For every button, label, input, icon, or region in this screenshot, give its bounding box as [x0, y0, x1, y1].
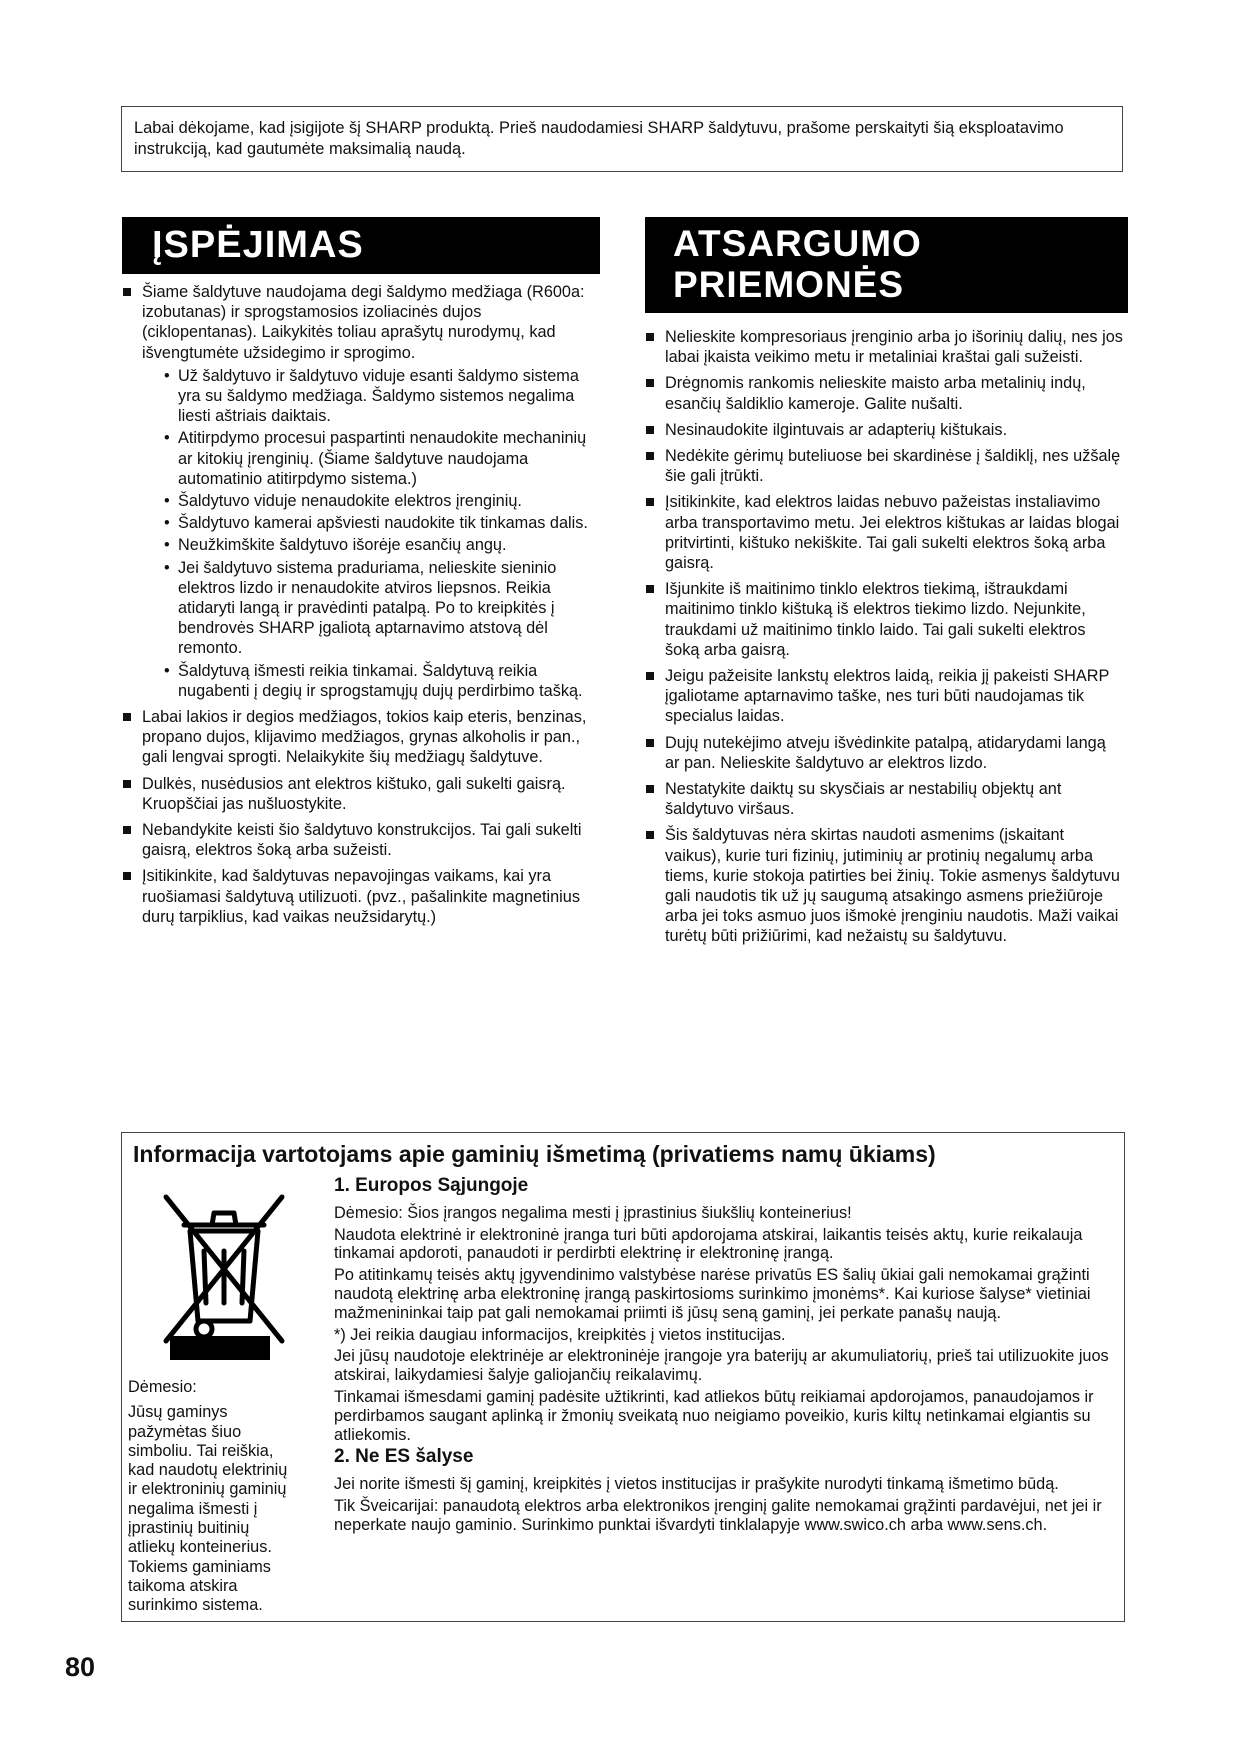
sub-list-item — [162, 366, 600, 427]
bullet-square-icon — [646, 333, 654, 341]
non-eu-heading: 2. Ne ES šalyse — [334, 1446, 474, 1468]
caution-title-line2: PRIEMONĖS — [673, 264, 905, 305]
list-item-text: Dulkės, nusėdusios ant elektros kištuko, gali sukelti gaisrą. Kruopščiai jas nušluostykite. — [142, 774, 566, 813]
sub-list-item-text: Šaldytuvo kamerai apšviesti naudokite tik tinkamas dalis. — [178, 514, 588, 533]
sub-list-item — [162, 661, 600, 701]
caution-text — [645, 327, 1123, 947]
bullet-dot-icon: • — [164, 492, 170, 511]
sub-list-item-text: Neužkimškite šaldytuvo išorėje esančių angų. — [178, 536, 507, 555]
intro-box: Labai dėkojame, kad įsigijote šį SHARP produktą. Prieš naudodamiesi SHARP šaldytuvu, prašome perskaityti šią eksploatavimo instrukciją, kad gautumėte maksimalią naudą. — [121, 106, 1123, 172]
bullet-dot-icon: • — [164, 661, 170, 680]
list-item — [645, 446, 1123, 486]
crossed-out-wheelie-bin-icon — [160, 1191, 288, 1351]
bullet-square-icon — [646, 585, 654, 593]
bullet-square-icon — [123, 826, 131, 834]
bullet-square-icon — [123, 288, 131, 296]
warning-text — [122, 282, 600, 927]
bullet-square-icon — [123, 713, 131, 721]
paragraph: Tik Šveicarijai: panaudotą elektros arba elektronikos įrenginį galite nemokamai grąžinti pardavėjui, net jei ir neperkate naujo gaminio. Surinkimo punktai išvardyti tinklalapyje www.swico.ch arba www.sens.ch. — [334, 1496, 1102, 1534]
paragraph: Tinkamai išmesdami gaminį padėsite užtikrinti, kad atliekos būtų reikiamai apdorojamos, panaudojamos ir perdirbamos saugant aplinką ir žmonių sveikatą nuo neigiamo poveikio, kuris kiltų netinkamai elgiantis su atliekomis. — [334, 1387, 1094, 1444]
list-item-text: Šis šaldytuvas nėra skirtas naudoti asmenims (įskaitant vaikus), kurie turi fizinių, jutiminių ar protinių negalumų arba tiems, kurie stokoja patirties bei žinių. Tokie asmenys šaldytuvu gali naudotis tik už jų saugumą atsakingo asmens priežiūroje arba jei toks asmuo juos išmokė įrenginiu naudotis. Maži vaikai turėtų būti prižiūrimi, kad nežaistų su šaldytuvu. — [665, 826, 1120, 946]
disposal-body — [334, 1173, 1119, 1538]
bullet-square-icon — [646, 498, 654, 506]
list-item — [645, 666, 1123, 727]
list-item-text: Įsitikinkite, kad elektros laidas nebuvo pažeistas instaliavimo arba transportavimo metu. Jei elektros kištukas ar laidas blogai pritvirtinti, kištuko nekiškite. Tai gali sukelti elektros šoką arba gaisrą. — [665, 493, 1120, 573]
list-item — [122, 282, 600, 701]
paragraph: Naudota elektrinė ir elektroninė įranga turi būti apdorojama atskirai, laikantis teisės aktų, kurie reikalauja tinkamai apdoroti, panaudoti ir perdirbti elektrinę ir elektroninę įrangą. — [334, 1225, 1083, 1263]
list-item — [645, 492, 1123, 573]
sub-list-item — [162, 491, 600, 511]
paragraph: Jei jūsų naudotoje elektrinėje ar elektroninėje įrangoje yra baterijų ar akumuliatorių, prieš tai utilizuokite juos atskirai, laikydamiesi šalyje galiojančių reikalavimų. — [334, 1347, 1109, 1385]
caution-title — [645, 217, 1128, 313]
warning-section — [122, 217, 600, 933]
list-item-text: Labai lakios ir degios medžiagos, tokios kaip eteris, benzinas, propano dujos, klijavimo medžiagos, grynas alkoholis ir pan., gali lengvai sprogti. Nelaikykite šių medžiagų šaldytuve. — [142, 708, 587, 767]
sub-list-item — [162, 558, 600, 659]
list-item-text: Drėgnomis rankomis nelieskite maisto arba metalinių indų, esančių šaldiklio kameroje. Galite nušalti. — [665, 374, 1086, 413]
paragraph: *) Jei reikia daugiau informacijos, kreipkitės į vietos institucijas. — [334, 1325, 786, 1344]
warning-title: ĮSPĖJIMAS — [122, 217, 600, 274]
bullet-square-icon — [646, 739, 654, 747]
list-item-text: Įsitikinkite, kad šaldytuvas nepavojingas vaikams, kai yra ruošiamasi šaldytuvą utilizuoti. (pvz., pašalinkite magnetinius durų tarpiklius, kad vaikas neužsidarytų.) — [142, 867, 580, 926]
paragraph: Jei norite išmesti šį gaminį, kreipkitės į vietos institucijas ir prašykite nurodyti tinkamą išmetimo būdą. — [334, 1475, 1059, 1494]
bullet-square-icon — [646, 452, 654, 460]
list-item-text: Jeigu pažeisite lankstų elektros laidą, reikia jį pakeisti SHARP įgaliotame aptarnavimo taške, nes turi būti naudojamas tik specialus laidas. — [665, 667, 1110, 726]
paragraph: Po atitinkamų teisės aktų įgyvendinimo valstybėse narėse privatūs ES šalių ūkiai gali nemokamai grąžinti naudotą elektrinę arba elektroninę įrangą paskirtosioms surinkimo įmonėms*. Kai kuriose šalyse* vietiniai mažmenininkai taip pat gali nemokamai priimti iš jūsų seną gaminį, jei perkate panašų naują. — [334, 1266, 1091, 1322]
list-item — [645, 420, 1123, 440]
bullet-square-icon — [646, 426, 654, 434]
sub-list-item-text: Jei šaldytuvo sistema praduriama, nelieskite sieninio elektros lizdo ir nenaudokite atviros liepsnos. Reikia atidaryti langą ir pravėdinti patalpą. Po to kreipkitės į bendrovės SHARP įgaliotą aptarnavimo atstovą dėl remonto. — [178, 558, 557, 658]
caution-section — [645, 217, 1123, 953]
list-item-text: Nedėkite gėrimų buteliuose bei skardinėse į šaldiklį, nes užšalę šie gali įtrūkti. — [665, 447, 1121, 486]
notice-sidebar — [128, 1378, 298, 1622]
list-item — [645, 373, 1123, 413]
eu-heading: 1. Europos Sąjungoje — [334, 1175, 529, 1196]
list-item-text: Dujų nutekėjimo atveju išvėdinkite patalpą, atidarydami langą ar pan. Nelieskite šaldytuvo ar elektros lizdo. — [665, 733, 1106, 772]
list-item — [645, 779, 1123, 819]
caution-title-line1: ATSARGUMO — [673, 223, 922, 264]
list-item — [645, 733, 1123, 773]
bullet-square-icon — [123, 872, 131, 880]
list-item — [122, 774, 600, 814]
list-item — [122, 866, 600, 927]
notice-label: Dėmesio: — [128, 1378, 197, 1396]
list-item-text: Nesinaudokite ilgintuvais ar adapterių kištukais. — [665, 420, 1008, 439]
sub-list-item — [162, 428, 600, 489]
bullet-dot-icon: • — [164, 429, 170, 448]
bullet-square-icon — [123, 780, 131, 788]
list-item-text: Nebandykite keisti šio šaldytuvo konstrukcijos. Tai gali sukelti gaisrą, elektros šoką arba sužeisti. — [142, 821, 582, 860]
sub-list-item-text: Šaldytuvo viduje nenaudokite elektros įrenginių. — [178, 492, 522, 511]
list-item-text: Šiame šaldytuve naudojama degi šaldymo medžiaga (R600a: izobutanas) ir sprogstamosios izoliacinės dujos (ciklopentanas). Laikykitės toliau aprašytų nurodymų, kad išvengtumėte užsidegimo ir sprogimo. — [142, 283, 585, 362]
bullet-square-icon — [646, 785, 654, 793]
page-number: 80 — [65, 1652, 96, 1682]
sub-list-item-text: Atitirpdymo procesui paspartinti nenaudokite mechaninių ar kitokių įrenginių. (Šiame šaldytuve naudojama automatinio atitirpdymo sistema.) — [178, 429, 587, 488]
bullet-square-icon — [646, 672, 654, 680]
list-item — [645, 825, 1123, 946]
sub-list-item-text: Už šaldytuvo ir šaldytuvo viduje esanti šaldymo sistema yra su šaldymo medžiaga. Šaldymo sistemos negalima liesti aštriais daiktais. — [178, 366, 579, 426]
list-item — [122, 820, 600, 860]
sub-list-item — [162, 535, 600, 555]
list-item — [122, 707, 600, 768]
sub-list-item-text: Šaldytuvą išmesti reikia tinkamai. Šaldytuvą reikia nugabenti į degių ir sprogstamųjų dujų perdirbimo tašką. — [178, 661, 583, 700]
bullet-dot-icon: • — [164, 558, 170, 577]
notice-text: Jūsų gaminys pažymėtas šiuo simboliu. Tai reiškia, kad naudotų elektrinių ir elektroninių gaminių negalima išmesti į įprastinių buitinių atliekų konteinerius. Tokiems gaminiams taikoma atskira surinkimo sistema. — [128, 1403, 288, 1615]
list-item-text: Išjunkite iš maitinimo tinklo elektros tiekimą, ištraukdami maitinimo tinklo kištuką iš elektros tiekimo lizdo. Nejunkite, traukdami už maitinimo tinklo laido. Tai gali sukelti elektros šoką arba gaisrą. — [665, 580, 1086, 659]
list-item — [645, 579, 1123, 660]
bullet-square-icon — [646, 379, 654, 387]
bullet-dot-icon: • — [164, 536, 170, 555]
bullet-dot-icon: • — [164, 366, 170, 385]
bullet-dot-icon: • — [164, 514, 170, 533]
list-item-text: Nelieskite kompresoriaus įrenginio arba jo išorinių dalių, nes jos labai įkaista veikimo metu ir metaliniai kraštai gali sužeisti. — [665, 328, 1123, 367]
sub-list — [162, 366, 600, 701]
black-bar-marking — [170, 1336, 270, 1360]
disposal-title: Informacija vartotojams apie gaminių išmetimą (privatiems namų ūkiams) — [133, 1141, 936, 1167]
sub-list-item — [162, 513, 600, 533]
bullet-square-icon — [646, 831, 654, 839]
list-item — [645, 327, 1123, 367]
list-item-text: Nestatykite daiktų su skysčiais ar nestabilių objektų ant šaldytuvo viršaus. — [665, 780, 1062, 819]
paragraph: Dėmesio: Šios įrangos negalima mesti į įprastinius šiukšlių konteinerius! — [334, 1203, 852, 1222]
disposal-info-box — [121, 1132, 1125, 1622]
